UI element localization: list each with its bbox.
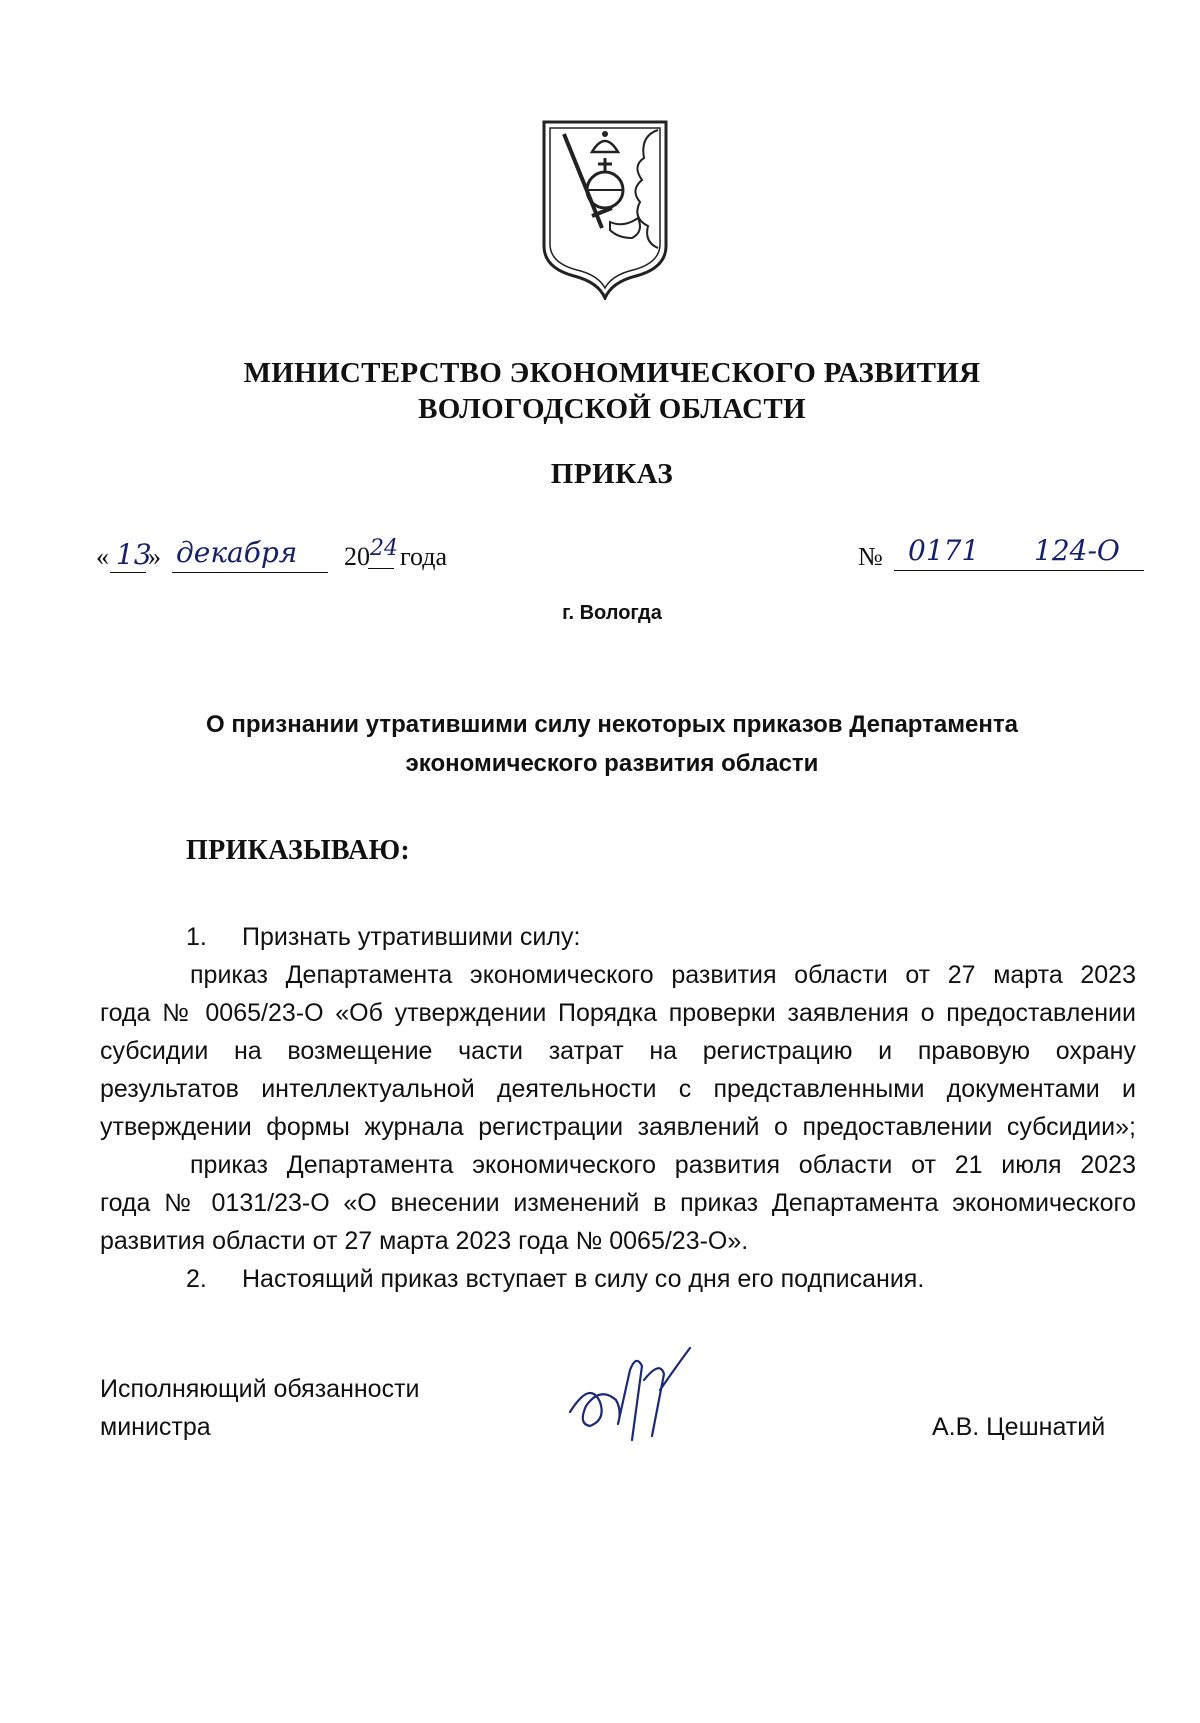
item-1-text: Признать утратившими силу: [242, 923, 581, 951]
order-a-paragraph [100, 956, 1136, 1146]
signatory-position-line1: Исполняющий обязанности [100, 1375, 420, 1403]
item-2-number: 2. [186, 1265, 207, 1293]
date-year-suffix: 24 [370, 536, 398, 561]
date-day: 13 [116, 538, 152, 571]
ministry-name-line2: ВОЛОГОДСКОЙ ОБЛАСТИ [418, 393, 806, 425]
date-year-prefix: 20 [344, 542, 370, 571]
city: г. Вологда [562, 602, 662, 624]
coat-of-arms-emblem [540, 118, 670, 300]
date-quote-open: « [96, 542, 109, 571]
date-year-word: года [400, 542, 448, 571]
item-2-text: Настоящий приказ вступает в силу со дня его подписания. [242, 1265, 925, 1293]
handwritten-signature [560, 1340, 700, 1450]
order-word: ПРИКАЗЫВАЮ: [186, 835, 411, 866]
signatory-name: А.В. Цешнатий [932, 1413, 1106, 1441]
document-type: ПРИКАЗ [550, 458, 674, 490]
order-a-line1: приказ Департамента экономического развития области от 27 марта 2023 [190, 961, 1136, 989]
order-a-line3: субсидии на возмещение части затрат на регистрацию и правовую охрану [100, 1037, 1136, 1065]
order-b-line1: приказ Департамента экономического развития области от 21 июля 2023 [190, 1151, 1136, 1179]
number-part1: 0171 [908, 534, 980, 567]
order-a-line5: утверждении формы журнала регистрации заявлений о предоставлении субсидии»; [100, 1113, 1136, 1141]
order-a-line2: года № 0065/23-О «Об утверждении Порядка проверки заявления о предоставлении [100, 999, 1136, 1027]
document-date [96, 538, 496, 582]
order-b-line3: развития области от 27 марта 2023 года № 0065/23-О». [100, 1227, 749, 1255]
ministry-name-line1: МИНИСТЕРСТВО ЭКОНОМИЧЕСКОГО РАЗВИТИЯ [243, 357, 981, 389]
order-b-paragraph [100, 1146, 1136, 1260]
number-symbol: № [858, 542, 883, 571]
signatory-position [100, 1370, 420, 1446]
date-quote-close: » [148, 542, 161, 571]
date-month: декабря [176, 536, 298, 569]
order-b-line2: года № 0131/23-О «О внесении изменений в приказ Департамента экономического [100, 1189, 1136, 1217]
signatory-position-line2: министра [100, 1413, 211, 1441]
number-part2: 124-О [1034, 534, 1120, 567]
document-subject [12, 705, 1200, 783]
subject-line1: О признании утратившими силу некоторых приказов Департамента [206, 711, 1018, 738]
document-number [858, 534, 1148, 582]
item-1-number: 1. [186, 923, 207, 951]
subject-line2: экономического развития области [405, 750, 819, 777]
order-a-line4: результатов интеллектуальной деятельности с представленными документами и [100, 1075, 1136, 1103]
